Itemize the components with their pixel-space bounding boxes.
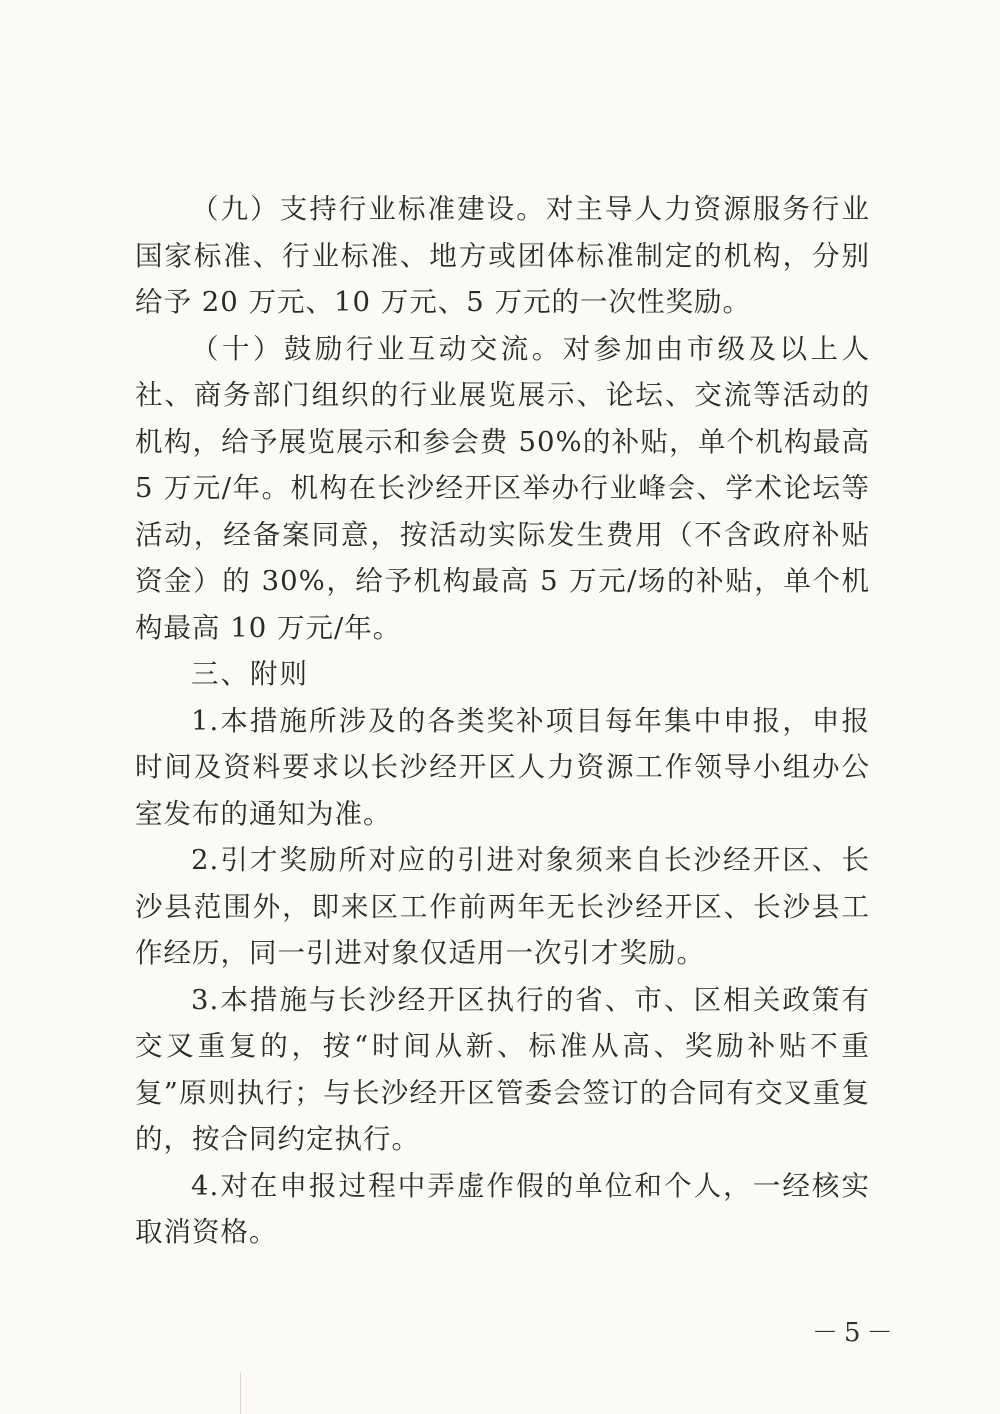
text-line: 10 万元、5 万元的一次性奖励。 bbox=[333, 286, 751, 318]
text-line: 展示和参会费 50%的补贴，单个机构最高 5 万元/年。机构在长 bbox=[135, 425, 870, 504]
heading-text: 三、附则 bbox=[191, 658, 309, 690]
text-line: 部门组织的行业展览展示、论坛、交流等活动的机构，给予展览 bbox=[135, 379, 870, 458]
text-line: 沙经开区举办行业峰会、学术论坛等活动，经备案同意，按活动 bbox=[135, 472, 870, 551]
text-line: 围外，即来区工作前两年无长沙经开区、长沙县工作经历，同一 bbox=[135, 890, 870, 969]
text-line: 4.对在申报过程中弄虚作假的单位和个人，一经核实取消资 bbox=[135, 1169, 870, 1248]
paragraph-provision-4 bbox=[135, 1163, 870, 1256]
paragraph-provision-3 bbox=[135, 977, 870, 1163]
text-line: 实际发生费用（不含政府补贴资金）的 30%，给予机构最高 5 万 bbox=[135, 518, 870, 597]
text-line: （九）支持行业标准建设。对主导人力资源服务行业国家标 bbox=[135, 193, 870, 272]
text-line: 复的，按“时间从新、标准从高、奖励补贴不重复”原则执行； bbox=[135, 1030, 870, 1109]
text-line: 引进对象仅适用一次引才奖励。 bbox=[306, 937, 705, 969]
text-line: 元/场的补贴，单个机构最高 10 万元/年。 bbox=[135, 565, 871, 644]
text-line: 格。 bbox=[220, 1216, 278, 1248]
paragraph-provision-2 bbox=[135, 837, 870, 977]
text-line: 知为准。 bbox=[277, 797, 392, 830]
text-line: 1.本措施所涉及的各类奖补项目每年集中申报，申报时间及 bbox=[135, 704, 870, 783]
text-line: 资料要求以长沙经开区人力资源工作领导小组办公室发布的通 bbox=[135, 751, 870, 830]
page-number: －5－ bbox=[812, 1318, 899, 1348]
text-line: （十）鼓励行业互动交流。对参加由市级及以上人社、商务 bbox=[135, 332, 870, 411]
text-line: 准、行业标准、地方或团体标准制定的机构，分别给予 20 万元、 bbox=[135, 239, 870, 318]
scan-artifact-line bbox=[240, 1372, 241, 1414]
section-heading-supplementary-provisions bbox=[135, 651, 870, 698]
paragraph-provision-1 bbox=[135, 698, 870, 838]
paragraph-industry-standards bbox=[135, 186, 870, 326]
text-line: 行。 bbox=[363, 1123, 420, 1155]
text-line: 与长沙经开区管委会签订的合同有交叉重复的，按合同约定执 bbox=[135, 1076, 870, 1155]
text-line: 3.本措施与长沙经开区执行的省、市、区相关政策有交叉重 bbox=[135, 983, 870, 1062]
text-line: 2.引才奖励所对应的引进对象须来自长沙经开区、长沙县范 bbox=[135, 844, 870, 923]
document-body bbox=[135, 186, 870, 1256]
paragraph-industry-exchange bbox=[135, 326, 870, 652]
